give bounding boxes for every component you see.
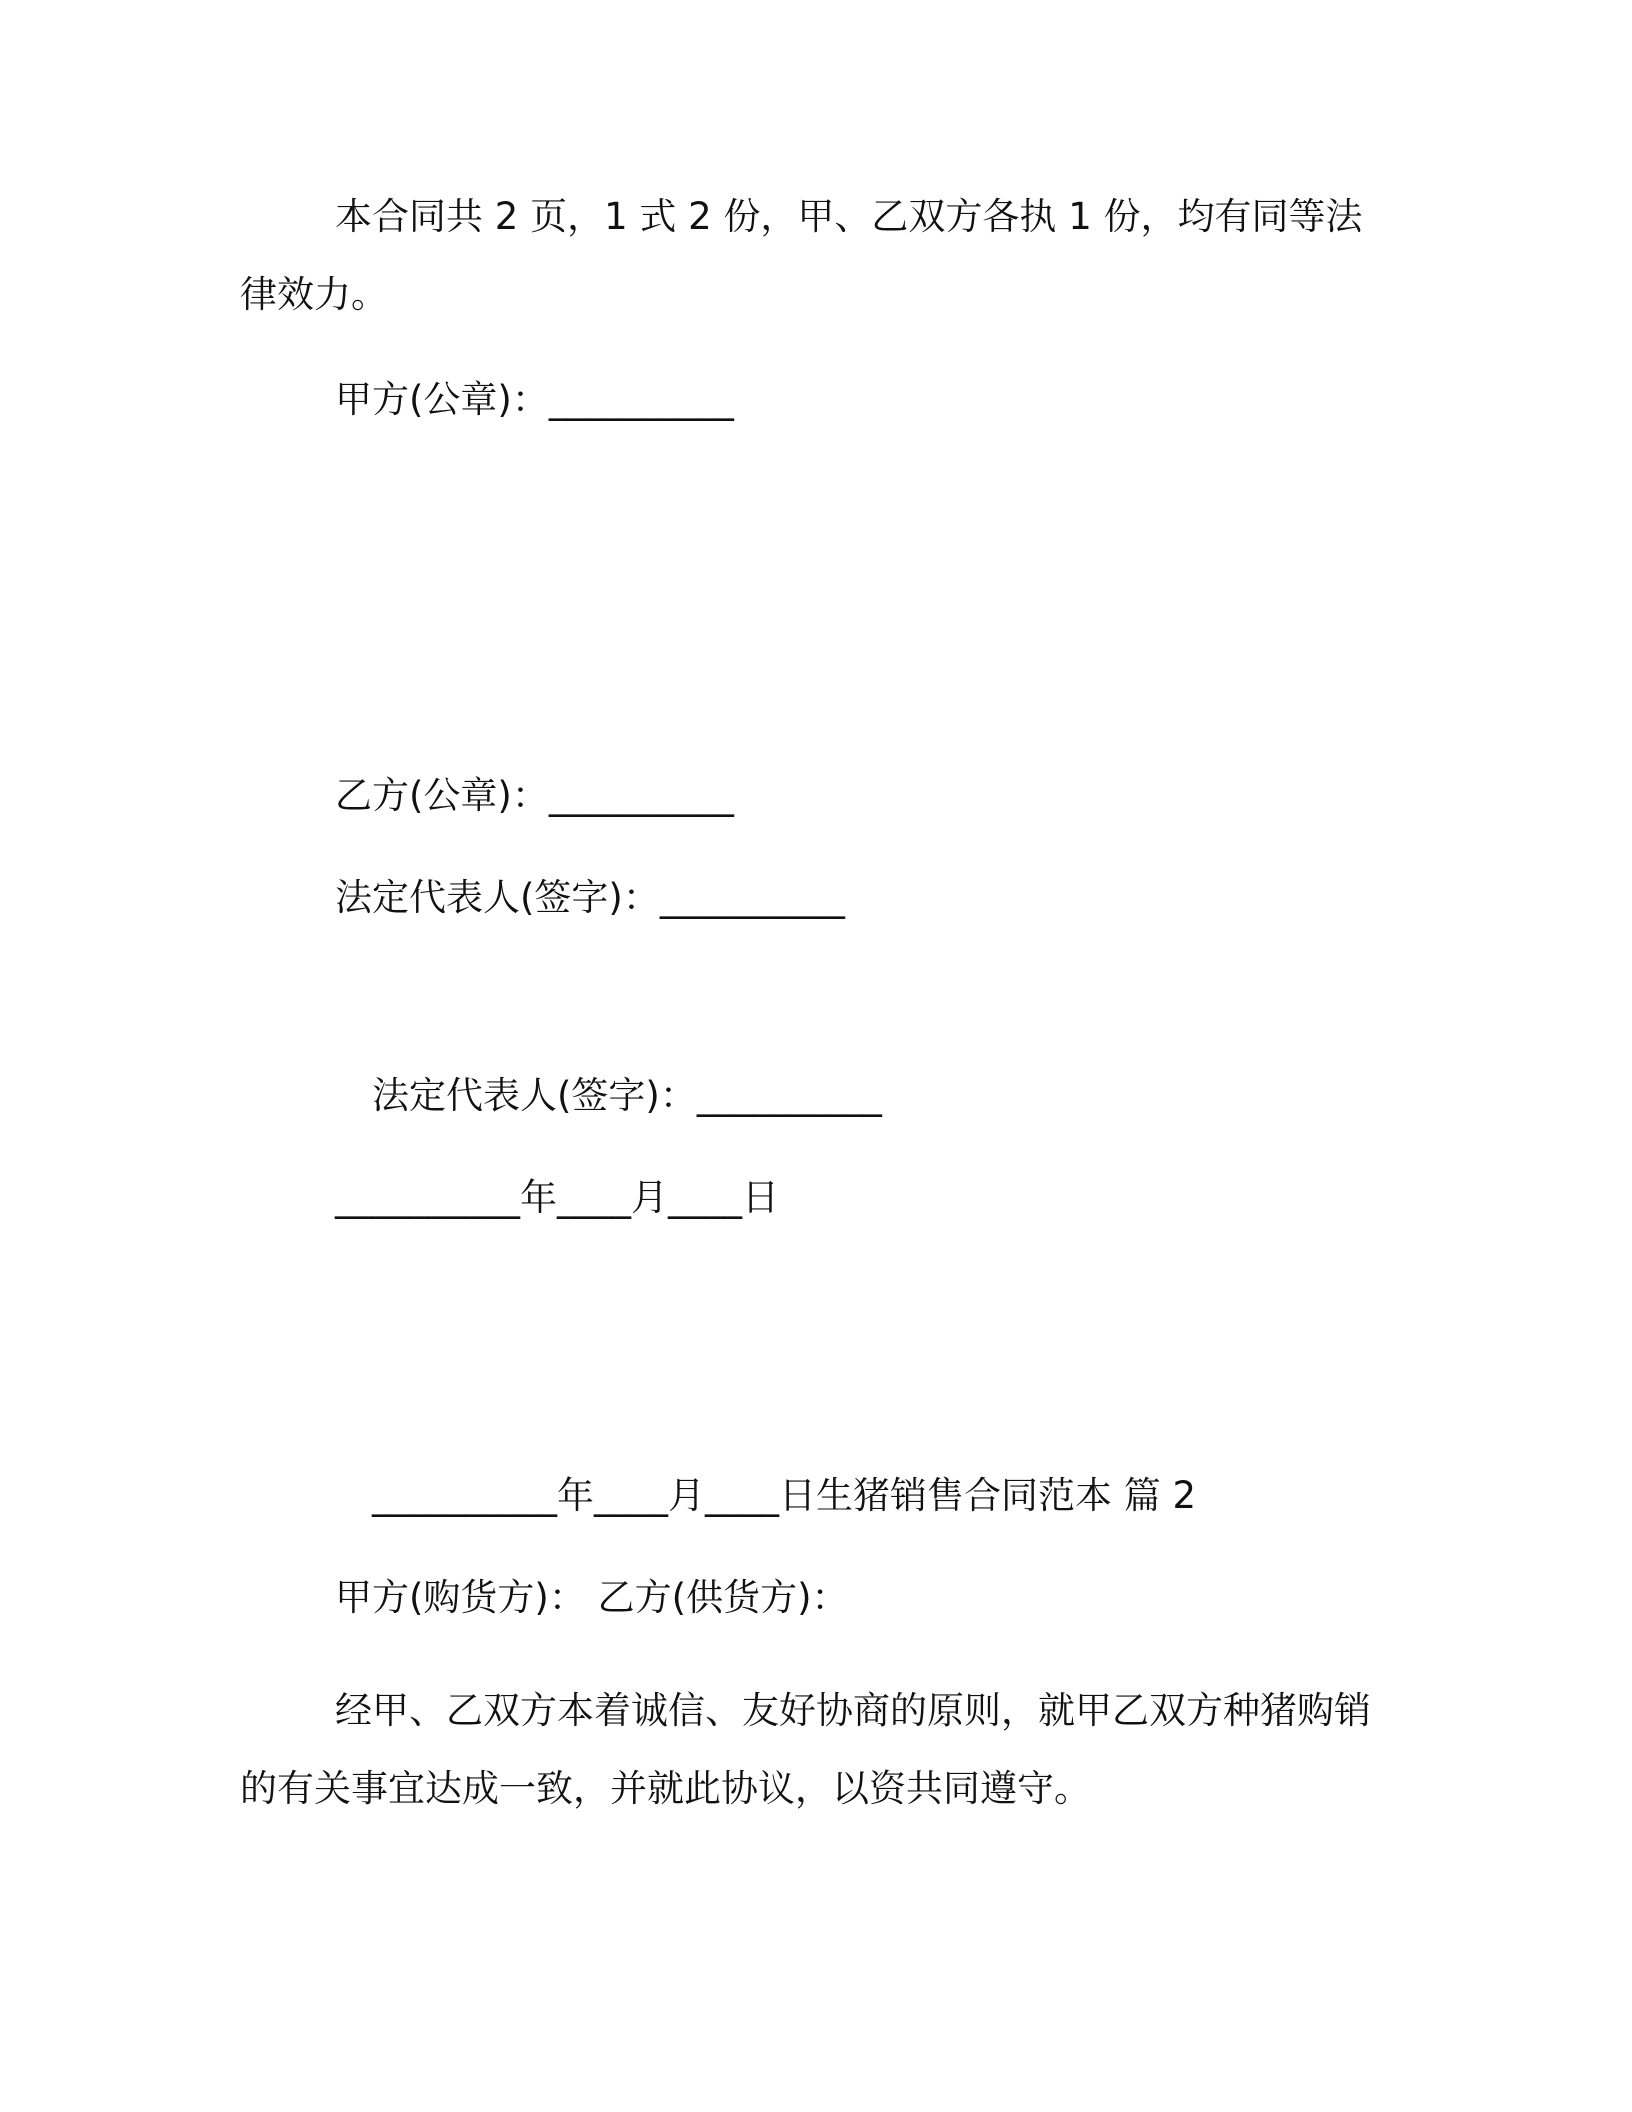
date-line: __________年____月____日 [335,1176,779,1219]
validity-paragraph: 本合同共 2 页，1 式 2 份，甲、乙双方各执 1 份，均有同等法律效力。 [240,195,1363,316]
legal-representative-signature-line: 法定代表人(签字)：__________ [335,876,845,919]
legal-representative-signature-line-2: 法定代表人(签字)：__________ [372,1074,882,1117]
parties-line: 甲方(购货方)： 乙方(供货方)： [335,1576,849,1619]
agreement-paragraph: 经甲、乙双方本着诚信、友好协商的原则，就甲乙双方种猪购销的有关事宜达成一致，并就此协议，以资共同遵守。 [240,1689,1371,1810]
party-a-seal-line: 甲方(公章)：__________ [335,378,734,421]
party-b-seal-line: 乙方(公章)：__________ [335,774,734,817]
section-2-title: __________年____月____日生猪销售合同范本 篇 2 [372,1474,1197,1517]
